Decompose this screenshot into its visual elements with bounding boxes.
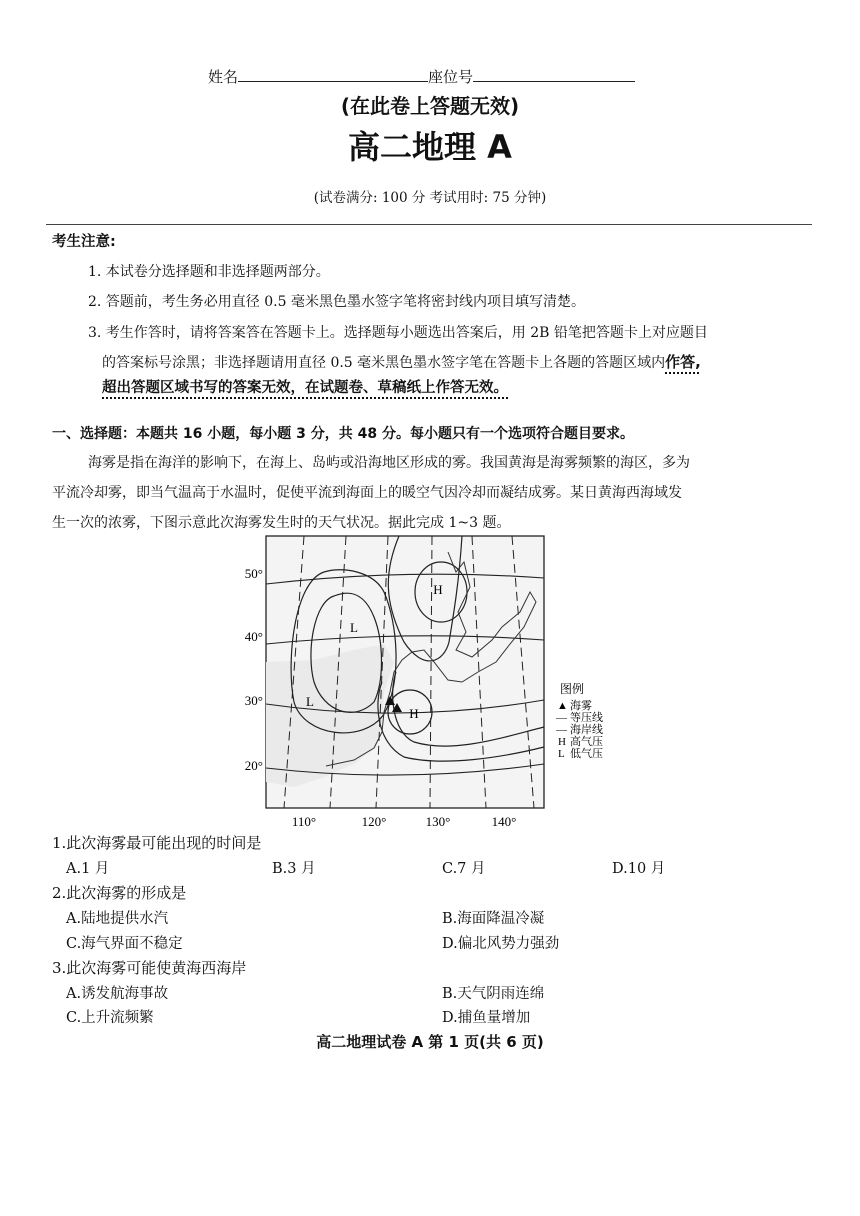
notice-item-2: 2. 答题前，考生务必用直径 0.5 毫米黑色墨水签字笔将密封线内项目填写清楚。: [88, 294, 585, 310]
question-1-option-c[interactable]: C.7 月: [442, 861, 486, 877]
lon-label-140: 140°: [491, 814, 517, 829]
question-3-option-c[interactable]: C.上升流频繁: [66, 1010, 154, 1026]
page-title: 高二地理 A: [348, 128, 512, 166]
legend-symbol-low: L: [558, 748, 565, 760]
name-label: 姓名: [208, 68, 239, 86]
legend-item-fog: 海雾: [570, 700, 592, 712]
question-2-option-b[interactable]: B.海面降温冷凝: [442, 911, 545, 927]
legend-symbol-high: H: [558, 736, 566, 748]
legend-symbol-isobar: —: [556, 712, 567, 724]
invalid-note: (在此卷上答题无效): [340, 94, 520, 118]
pressure-high-north: H: [433, 582, 443, 597]
weather-map: [234, 532, 624, 832]
section-1-heading: 一、选择题：本题共 16 小题，每小题 3 分，共 48 分。每小题只有一个选项符合题目要求。: [52, 426, 634, 442]
lon-label-130: 130°: [425, 814, 451, 829]
notice-item-3-line-2: [102, 351, 701, 372]
legend-symbol-fog: ▲: [557, 700, 568, 712]
seat-input[interactable]: [473, 67, 635, 82]
question-3-option-a[interactable]: A.诱发航海事故: [66, 986, 169, 1002]
question-2-stem: 2.此次海雾的形成是: [52, 884, 187, 902]
question-1-stem: 1.此次海雾最可能出现的时间是: [52, 834, 262, 852]
question-2-option-d[interactable]: D.偏北风势力强劲: [442, 936, 560, 952]
question-3-option-b[interactable]: B.天气阴雨连绵: [442, 986, 545, 1002]
notice-item-3-line-3: 超出答题区域书写的答案无效，在试题卷、草稿纸上作答无效。: [102, 380, 508, 396]
question-1-option-b[interactable]: B.3 月: [272, 861, 316, 877]
page-footer: 高二地理试卷 A 第 1 页(共 6 页): [316, 1033, 544, 1051]
legend-item-isobar: 等压线: [570, 712, 603, 724]
notice-item-1: 1. 本试卷分选择题和非选择题两部分。: [88, 264, 330, 280]
pressure-low-north: L: [350, 620, 358, 635]
question-1-option-d[interactable]: D.10 月: [612, 861, 666, 877]
question-3-stem: 3.此次海雾可能使黄海西海岸: [52, 959, 247, 977]
lat-label-30: 30°: [244, 693, 263, 708]
question-2-option-a[interactable]: A.陆地提供水汽: [66, 911, 169, 927]
name-input[interactable]: [238, 67, 428, 82]
legend-item-coastline: 海岸线: [570, 724, 603, 736]
question-3-option-d[interactable]: D.捕鱼量增加: [442, 1010, 531, 1026]
legend-item-high: 高气压: [570, 736, 603, 748]
seat-label: 座位号: [428, 68, 474, 86]
pressure-low-west: L: [306, 694, 314, 709]
legend-item-low: 低气压: [570, 748, 603, 760]
passage-line-3: 生一次的浓雾，下图示意此次海雾发生时的天气状况。据此完成 1~3 题。: [52, 515, 511, 531]
notice-item-3-line-2-emphasis: 作答,: [665, 353, 701, 371]
lat-label-40: 40°: [244, 629, 263, 644]
notice-heading: 考生注意:: [52, 234, 116, 250]
page-subtitle: (试卷满分: 100 分 考试用时: 75 分钟): [313, 190, 547, 206]
legend-symbol-coastline: —: [556, 724, 567, 736]
lat-label-20: 20°: [244, 758, 263, 773]
lon-label-120: 120°: [361, 814, 387, 829]
header-divider: [46, 224, 812, 225]
lat-label-50: 50°: [244, 566, 263, 581]
passage-line-2: 平流冷却雾，即当气温高于水温时，促使平流到海面上的暖空气因冷却而凝结成雾。某日黄海西海域发: [52, 485, 682, 501]
notice-item-3-line-2-text: 的答案标号涂黑；非选择题请用直径 0.5 毫米黑色墨水签字笔在答题卡上各题的答题区域内: [102, 355, 666, 371]
name-field-row: [208, 66, 635, 87]
lon-label-110: 110°: [291, 814, 317, 829]
notice-item-3-line-1: 3. 考生作答时，请将答案答在答题卡上。选择题每小题选出答案后，用 2B 铅笔把答题卡上对应题目: [88, 325, 708, 341]
question-1-option-a[interactable]: A.1 月: [66, 861, 110, 877]
passage-line-1: 海雾是指在海洋的影响下，在海上、岛屿或沿海地区形成的雾。我国黄海是海雾频繁的海区，多为: [88, 455, 690, 471]
legend-title: 图例: [560, 682, 585, 696]
question-2-option-c[interactable]: C.海气界面不稳定: [66, 936, 183, 952]
pressure-high-south: H: [409, 706, 419, 721]
